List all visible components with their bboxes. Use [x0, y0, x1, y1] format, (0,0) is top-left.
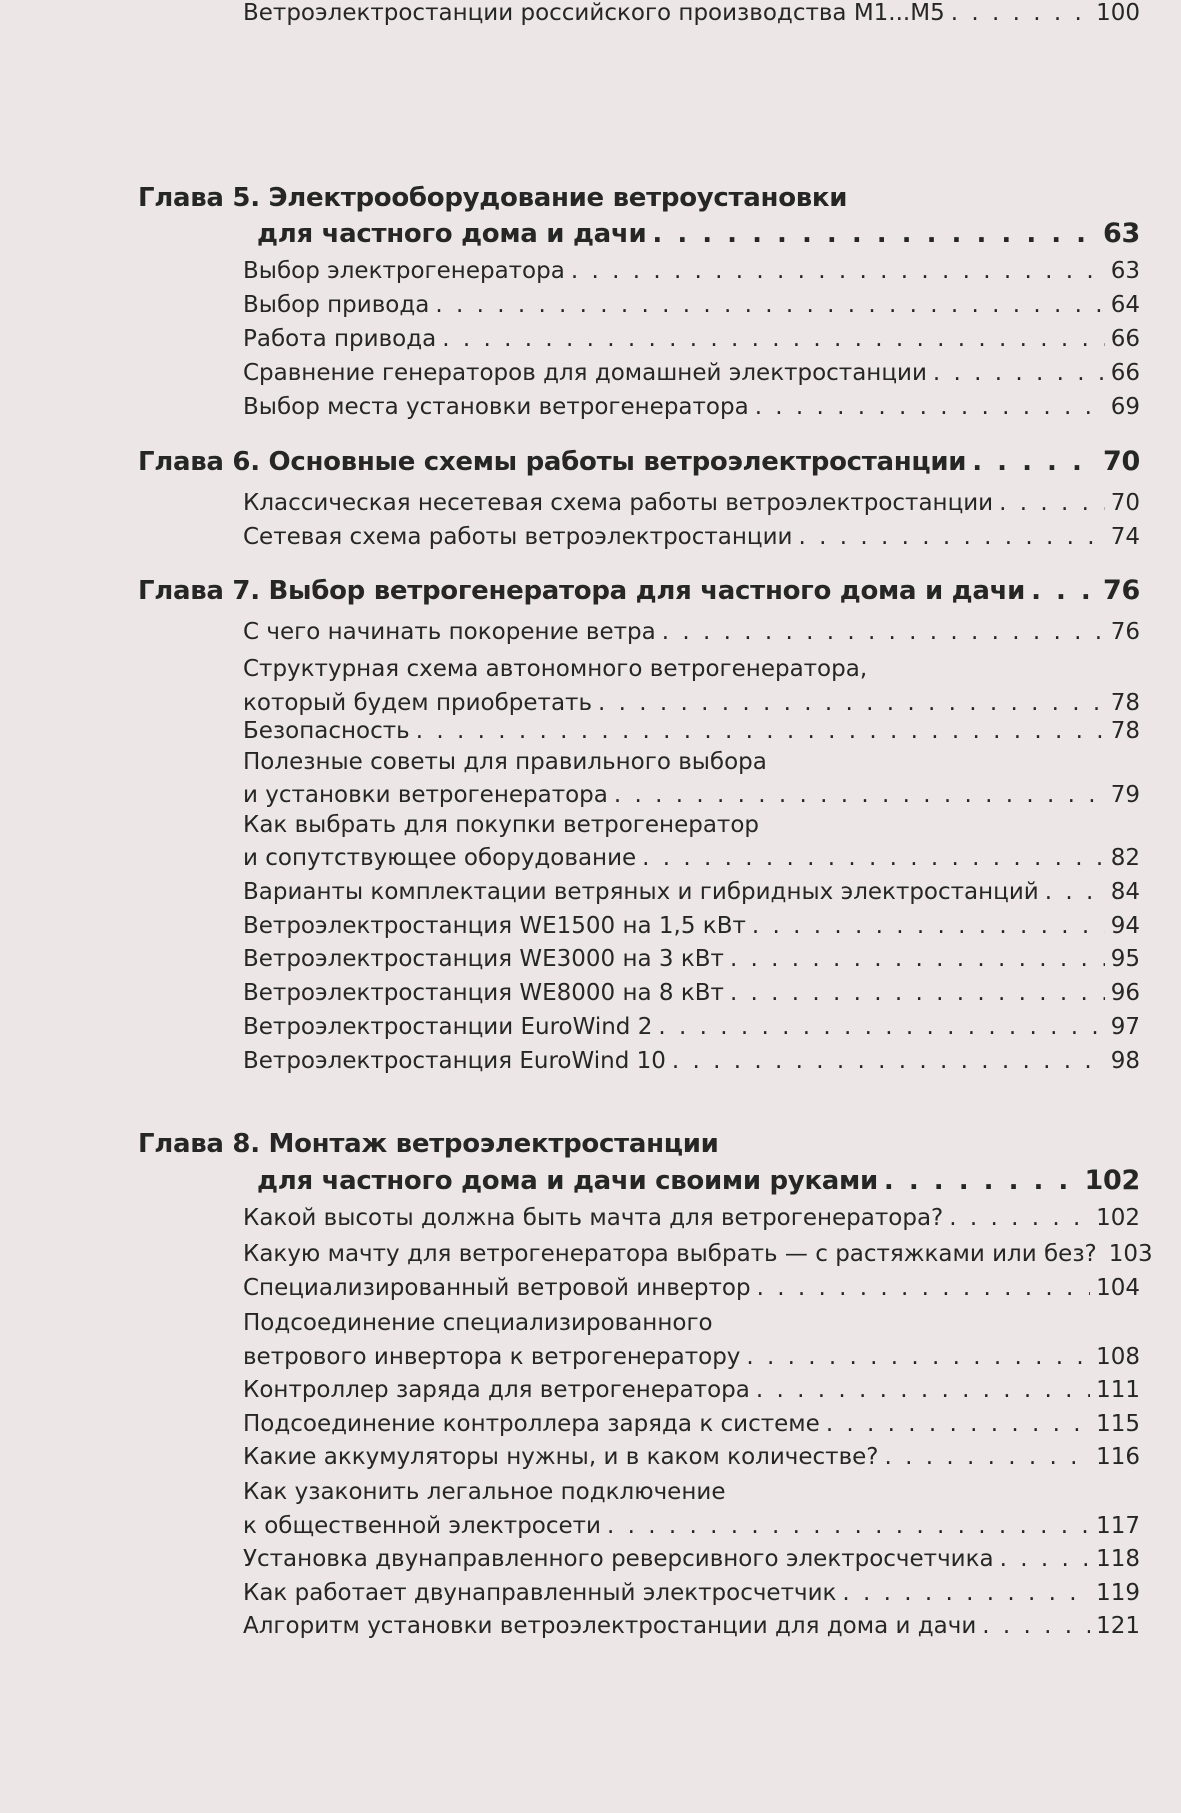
page-number: 119: [1096, 1580, 1140, 1606]
dot-leader: [756, 1377, 1090, 1403]
toc-entry: [243, 619, 1140, 645]
dot-leader: [746, 1344, 1090, 1370]
toc-entry: [243, 946, 1140, 972]
page-number: 70: [1110, 490, 1140, 516]
toc-entry-title: ветрового инвертора к ветрогенератору: [243, 1344, 741, 1370]
page-number: 115: [1096, 1411, 1140, 1437]
toc-entry-line1: Как узаконить легальное подключение: [243, 1479, 726, 1505]
page-number: 102: [1084, 1165, 1140, 1196]
dot-leader: [798, 524, 1104, 550]
toc-entry-title: Какую мачту для ветрогенератора выбрать — с растяжками или без?: [243, 1241, 1097, 1267]
toc-entry-title: Ветроэлектростанция WE8000 на 8 кВт: [243, 980, 724, 1006]
chapter-heading-title: Глава 6. Основные схемы работы ветроэлектростанции: [138, 447, 967, 477]
chapter-heading-line1: Глава 8. Монтаж ветроэлектростанции: [138, 1129, 719, 1159]
dot-leader: [652, 219, 1097, 249]
dot-leader: [672, 1048, 1105, 1074]
chapter-heading-title: для частного дома и дачи своими руками: [257, 1166, 878, 1196]
toc-entry: [243, 0, 1140, 26]
toc-entry: [243, 258, 1140, 284]
dot-leader: [933, 360, 1105, 386]
chapter-heading-title: Глава 7. Выбор ветрогенератора для частного дома и дачи: [138, 576, 1026, 606]
chapter-heading: [138, 446, 1140, 477]
toc-entry-line1: Структурная схема автономного ветрогенератора,: [243, 656, 868, 682]
toc-entry-title: Классическая несетевая схема работы ветроэлектростанции: [243, 490, 994, 516]
chapter-heading: [257, 218, 1140, 249]
toc-entry: [243, 490, 1140, 516]
toc-entry-title: Сравнение генераторов для домашней электростанции: [243, 360, 927, 386]
toc-entry-line1: Как выбрать для покупки ветрогенератор: [243, 812, 759, 838]
toc-entry: [243, 1344, 1140, 1370]
page-number: 63: [1110, 258, 1140, 284]
page-number: 74: [1110, 524, 1140, 550]
toc-entry: [243, 1411, 1140, 1437]
toc-entry-title: Подсоединение контроллера заряда к системе: [243, 1411, 820, 1437]
toc-entry: [243, 913, 1140, 939]
dot-leader: [949, 1205, 1090, 1231]
dot-leader: [658, 1014, 1104, 1040]
toc-entry-title: Установка двунаправленного реверсивного электросчетчика: [243, 1546, 994, 1572]
toc-entry-title: Контроллер заряда для ветрогенератора: [243, 1377, 750, 1403]
toc-entry-title: Специализированный ветровой инвертор: [243, 1275, 751, 1301]
toc-entry-title: Какие аккумуляторы нужны, и в каком количестве?: [243, 1444, 879, 1470]
page-number: 63: [1103, 218, 1140, 249]
toc-entry: [243, 1444, 1140, 1470]
dot-leader: [1045, 879, 1105, 905]
toc-entry: [243, 845, 1140, 871]
dot-leader: [607, 1513, 1090, 1539]
page-number: 76: [1103, 575, 1140, 606]
dot-leader: [642, 845, 1105, 871]
dot-leader: [442, 326, 1104, 352]
page-number: 104: [1096, 1275, 1140, 1301]
toc-entry-title: Какой высоты должна быть мачта для ветрогенератора?: [243, 1205, 944, 1231]
page-number: 108: [1096, 1344, 1140, 1370]
toc-entry: [243, 1546, 1140, 1572]
page-number: 66: [1110, 360, 1140, 386]
page-number: 94: [1110, 913, 1140, 939]
page-number: 64: [1110, 292, 1140, 318]
page-number: 98: [1110, 1048, 1140, 1074]
page-number: 78: [1110, 690, 1140, 716]
page-number: 103: [1108, 1241, 1153, 1267]
page-number: 78: [1110, 718, 1140, 744]
dot-leader: [842, 1580, 1090, 1606]
toc-entry: [243, 1014, 1140, 1040]
dot-leader: [1031, 576, 1097, 606]
page-number: 102: [1096, 1205, 1140, 1231]
chapter-heading-line1: Глава 5. Электрооборудование ветроустановки: [138, 183, 848, 213]
page-number: 79: [1110, 782, 1140, 808]
page-number: 116: [1096, 1444, 1140, 1470]
dot-leader: [999, 490, 1105, 516]
toc-entry-title: Алгоритм установки ветроэлектростанции для дома и дачи: [243, 1613, 977, 1639]
dot-leader: [826, 1411, 1090, 1437]
page-number: 66: [1110, 326, 1140, 352]
toc-entry: [243, 879, 1140, 905]
toc-entry: [243, 782, 1140, 808]
toc-entry: [243, 1613, 1140, 1639]
page-number: 118: [1096, 1546, 1140, 1572]
toc-entry: [243, 394, 1140, 420]
page-number: 70: [1103, 446, 1140, 477]
chapter-heading: [257, 1165, 1140, 1196]
page-number: 84: [1110, 879, 1140, 905]
page-number: 100: [1096, 0, 1140, 26]
toc-entry: [243, 292, 1140, 318]
toc-entry: [243, 1205, 1140, 1231]
toc-entry-title: Ветроэлектростанции EuroWind 2: [243, 1014, 653, 1040]
dot-leader: [435, 292, 1104, 318]
toc-entry-title: и сопутствующее оборудование: [243, 845, 637, 871]
page-number: 69: [1110, 394, 1140, 420]
toc-entry-line1: Полезные советы для правильного выбора: [243, 749, 767, 775]
toc-entry: [243, 1241, 1153, 1267]
toc-entry-title: Как работает двунаправленный электросчетчик: [243, 1580, 837, 1606]
toc-entry-title: Выбор электрогенератора: [243, 258, 565, 284]
dot-leader: [730, 980, 1105, 1006]
toc-entry-title: к общественной электросети: [243, 1513, 602, 1539]
dot-leader: [884, 1166, 1079, 1196]
dot-leader: [972, 447, 1097, 477]
toc-entry-title: Выбор привода: [243, 292, 430, 318]
toc-entry-title: и установки ветрогенератора: [243, 782, 608, 808]
toc-entry-title: Ветроэлектростанция EuroWind 10: [243, 1048, 666, 1074]
dot-leader: [730, 946, 1105, 972]
dot-leader: [982, 1613, 1090, 1639]
dot-leader: [598, 690, 1105, 716]
page-number: 82: [1110, 845, 1140, 871]
dot-leader: [416, 718, 1105, 744]
toc-entry-line1: Подсоединение специализированного: [243, 1310, 713, 1336]
toc-entry: [243, 980, 1140, 1006]
toc-entry: [243, 524, 1140, 550]
toc-entry: [243, 1275, 1140, 1301]
page-number: 95: [1110, 946, 1140, 972]
dot-leader: [951, 0, 1090, 26]
toc-entry: [243, 718, 1140, 744]
dot-leader: [752, 913, 1105, 939]
dot-leader: [614, 782, 1105, 808]
toc-entry-title: который будем приобретать: [243, 690, 592, 716]
toc-entry-title: Выбор места установки ветрогенератора: [243, 394, 749, 420]
toc-entry-title: Сетевая схема работы ветроэлектростанции: [243, 524, 793, 550]
page-number: 121: [1096, 1613, 1140, 1639]
toc-entry-title: Безопасность: [243, 718, 410, 744]
toc-entry-title: Работа привода: [243, 326, 437, 352]
dot-leader: [571, 258, 1105, 284]
toc-entry: [243, 1048, 1140, 1074]
toc-entry: [243, 326, 1140, 352]
dot-leader: [757, 1275, 1090, 1301]
dot-leader: [755, 394, 1105, 420]
page-number: 111: [1096, 1377, 1140, 1403]
toc-entry-title: Ветроэлектростанция WE1500 на 1,5 кВт: [243, 913, 746, 939]
page-number: 97: [1110, 1014, 1140, 1040]
toc-entry-title: Ветроэлектростанция WE3000 на 3 кВт: [243, 946, 724, 972]
toc-entry-title: Ветроэлектростанции российского производства M1...M5: [243, 0, 945, 26]
dot-leader: [662, 619, 1105, 645]
dot-leader: [885, 1444, 1091, 1470]
toc-entry: [243, 1513, 1140, 1539]
page-number: 96: [1110, 980, 1140, 1006]
dot-leader: [1000, 1546, 1091, 1572]
chapter-heading: [138, 575, 1140, 606]
toc-entry: [243, 690, 1140, 716]
toc-entry: [243, 1580, 1140, 1606]
page-number: 76: [1110, 619, 1140, 645]
toc-entry-title: С чего начинать покорение ветра: [243, 619, 656, 645]
chapter-heading-title: для частного дома и дачи: [257, 219, 647, 249]
page-number: 117: [1096, 1513, 1140, 1539]
toc-entry-title: Варианты комплектации ветряных и гибридных электростанций: [243, 879, 1039, 905]
toc-entry: [243, 360, 1140, 386]
toc-entry: [243, 1377, 1140, 1403]
